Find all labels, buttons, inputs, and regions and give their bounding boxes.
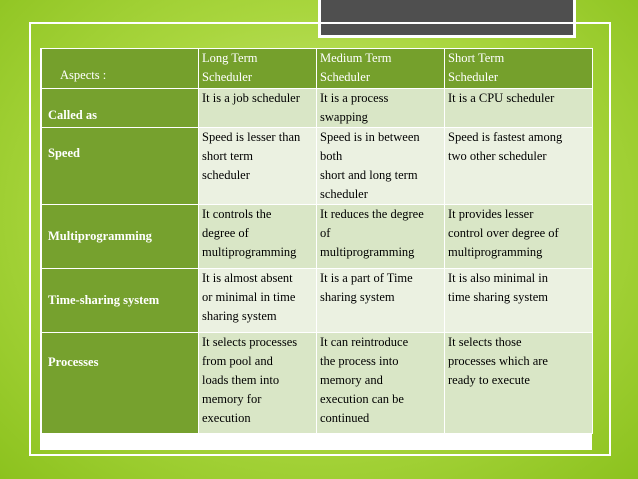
row-label: Called as — [42, 89, 199, 128]
cell-medium: It is a part of Time sharing system — [317, 269, 445, 333]
row-label: Processes — [42, 333, 199, 434]
table-row-processes — [42, 333, 593, 434]
cell-long: Speed is lesser than short term scheduler — [199, 128, 317, 205]
cell-long: It is almost absent or minimal in time sharing system — [199, 269, 317, 333]
table-row-speed — [42, 128, 593, 205]
cell-long: It selects processes from pool and loads them into memory for execution — [199, 333, 317, 434]
scheduler-comparison-table — [41, 48, 593, 434]
cell-short: It is also minimal in time sharing system — [445, 269, 593, 333]
row-label: Multiprogramming — [42, 205, 199, 269]
header-short-term: Short Term Scheduler — [445, 49, 593, 89]
row-label: Speed — [42, 128, 199, 205]
table-row-called-as — [42, 89, 593, 128]
header-row — [42, 49, 593, 89]
cell-short: It selects those processes which are ready to execute — [445, 333, 593, 434]
cell-long: It controls the degree of multiprogramming — [199, 205, 317, 269]
cell-long: It is a job scheduler — [199, 89, 317, 128]
table-row-time-sharing — [42, 269, 593, 333]
header-medium-term: Medium Term Scheduler — [317, 49, 445, 89]
cell-medium: Speed is in between both short and long term scheduler — [317, 128, 445, 205]
header-aspects: Aspects : — [42, 49, 199, 89]
cell-medium: It is a process swapping — [317, 89, 445, 128]
cell-short: It provides lesser control over degree of multiprogramming — [445, 205, 593, 269]
cell-medium: It reduces the degree of multiprogramming — [317, 205, 445, 269]
cell-short: It is a CPU scheduler — [445, 89, 593, 128]
cell-medium: It can reintroduce the process into memory and execution can be continued — [317, 333, 445, 434]
row-label: Time-sharing system — [42, 269, 199, 333]
cell-short: Speed is fastest among two other scheduler — [445, 128, 593, 205]
header-long-term: Long Term Scheduler — [199, 49, 317, 89]
table-row-multiprogramming — [42, 205, 593, 269]
